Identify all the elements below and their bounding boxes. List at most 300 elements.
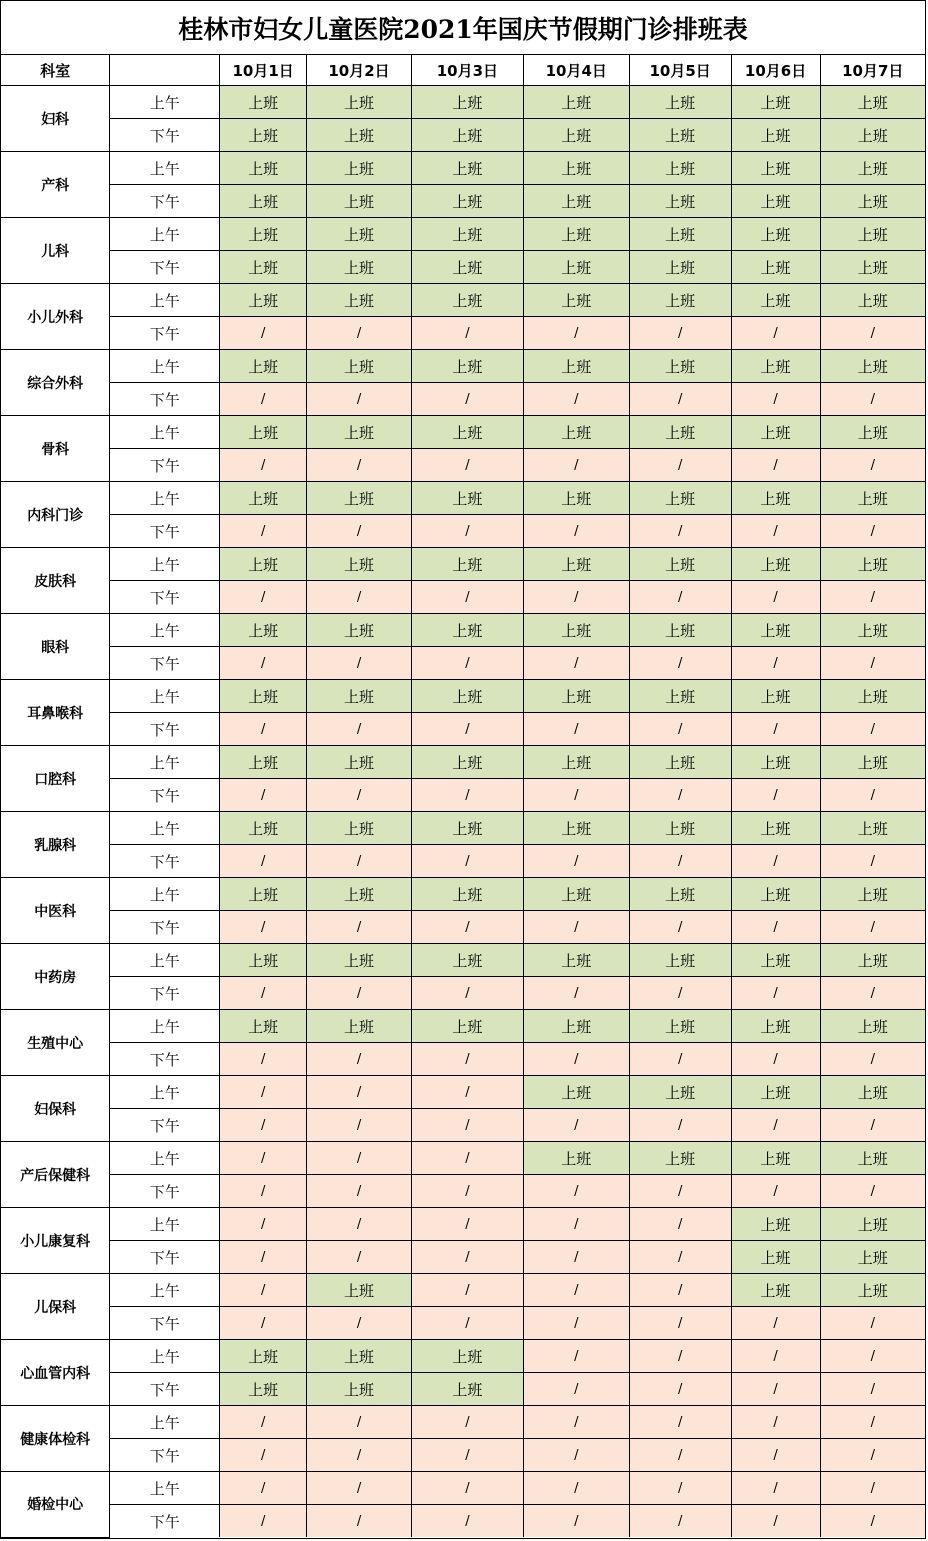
header-date: 10月7日: [820, 55, 925, 86]
period-afternoon: 下午: [110, 779, 220, 812]
shift-on-cell: 上班: [523, 185, 629, 218]
shift-off-cell: /: [411, 1439, 523, 1472]
shift-off-cell: /: [411, 317, 523, 350]
schedule-row: [1, 152, 925, 185]
shift-on-cell: 上班: [731, 218, 820, 251]
shift-on-cell: 上班: [220, 746, 307, 779]
shift-off-cell: /: [307, 383, 412, 416]
shift-off-cell: /: [220, 1142, 307, 1175]
shift-off-cell: /: [820, 1307, 925, 1340]
shift-on-cell: 上班: [411, 86, 523, 119]
shift-off-cell: /: [629, 1043, 731, 1076]
header-row: [1, 55, 925, 86]
department-name: 耳鼻喉科: [1, 680, 110, 746]
shift-on-cell: 上班: [220, 1340, 307, 1373]
shift-off-cell: /: [307, 317, 412, 350]
schedule-row: [1, 1142, 925, 1175]
period-morning: 上午: [110, 416, 220, 449]
department-name: 产后保健科: [1, 1142, 110, 1208]
shift-on-cell: 上班: [731, 812, 820, 845]
department-name: 妇科: [1, 86, 110, 152]
shift-on-cell: 上班: [820, 251, 925, 284]
period-afternoon: 下午: [110, 251, 220, 284]
shift-off-cell: /: [411, 1076, 523, 1109]
period-morning: 上午: [110, 812, 220, 845]
period-morning: 上午: [110, 1208, 220, 1241]
shift-on-cell: 上班: [307, 548, 412, 581]
shift-on-cell: 上班: [411, 812, 523, 845]
shift-off-cell: /: [629, 383, 731, 416]
schedule-row: [1, 977, 925, 1010]
shift-on-cell: 上班: [629, 548, 731, 581]
schedule-row: [1, 1472, 925, 1505]
shift-on-cell: 上班: [220, 1010, 307, 1043]
shift-off-cell: /: [820, 1439, 925, 1472]
period-morning: 上午: [110, 350, 220, 383]
schedule-row: [1, 1109, 925, 1142]
period-afternoon: 下午: [110, 1439, 220, 1472]
shift-off-cell: /: [411, 779, 523, 812]
shift-off-cell: /: [731, 317, 820, 350]
schedule-row: [1, 845, 925, 878]
shift-off-cell: /: [411, 1175, 523, 1208]
shift-off-cell: /: [820, 1472, 925, 1505]
shift-off-cell: /: [629, 713, 731, 746]
shift-on-cell: 上班: [523, 218, 629, 251]
period-afternoon: 下午: [110, 317, 220, 350]
shift-off-cell: /: [820, 713, 925, 746]
schedule-row: [1, 1307, 925, 1340]
shift-off-cell: /: [629, 1208, 731, 1241]
schedule-row: [1, 251, 925, 284]
header-period: [110, 55, 220, 86]
schedule-row: [1, 482, 925, 515]
schedule-row: [1, 548, 925, 581]
department-name: 皮肤科: [1, 548, 110, 614]
shift-on-cell: 上班: [411, 1373, 523, 1406]
schedule-row: [1, 944, 925, 977]
period-morning: 上午: [110, 1340, 220, 1373]
schedule-row: [1, 812, 925, 845]
shift-off-cell: /: [220, 713, 307, 746]
shift-off-cell: /: [629, 1109, 731, 1142]
shift-off-cell: /: [629, 845, 731, 878]
shift-on-cell: 上班: [523, 119, 629, 152]
department-name: 乳腺科: [1, 812, 110, 878]
shift-on-cell: 上班: [629, 86, 731, 119]
shift-on-cell: 上班: [820, 218, 925, 251]
shift-off-cell: /: [731, 1109, 820, 1142]
shift-off-cell: /: [820, 1373, 925, 1406]
shift-off-cell: /: [307, 1208, 412, 1241]
shift-on-cell: 上班: [411, 878, 523, 911]
shift-off-cell: /: [731, 1175, 820, 1208]
shift-on-cell: 上班: [411, 119, 523, 152]
shift-off-cell: /: [820, 1340, 925, 1373]
shift-off-cell: /: [220, 515, 307, 548]
shift-off-cell: /: [220, 383, 307, 416]
department-name: 中药房: [1, 944, 110, 1010]
shift-off-cell: /: [220, 1472, 307, 1505]
shift-off-cell: /: [411, 1043, 523, 1076]
shift-on-cell: 上班: [307, 1010, 412, 1043]
shift-on-cell: 上班: [307, 614, 412, 647]
department-name: 妇保科: [1, 1076, 110, 1142]
shift-off-cell: /: [411, 713, 523, 746]
period-morning: 上午: [110, 1274, 220, 1307]
shift-off-cell: /: [731, 845, 820, 878]
shift-off-cell: /: [523, 977, 629, 1010]
shift-off-cell: /: [411, 1307, 523, 1340]
schedule-row: [1, 1076, 925, 1109]
shift-on-cell: 上班: [411, 746, 523, 779]
shift-on-cell: 上班: [820, 680, 925, 713]
shift-on-cell: 上班: [731, 548, 820, 581]
shift-on-cell: 上班: [220, 680, 307, 713]
period-morning: 上午: [110, 152, 220, 185]
shift-off-cell: /: [220, 1439, 307, 1472]
shift-on-cell: 上班: [731, 86, 820, 119]
shift-off-cell: /: [629, 1472, 731, 1505]
shift-off-cell: /: [523, 779, 629, 812]
period-afternoon: 下午: [110, 449, 220, 482]
shift-on-cell: 上班: [220, 416, 307, 449]
shift-off-cell: /: [629, 1274, 731, 1307]
shift-on-cell: 上班: [307, 350, 412, 383]
period-afternoon: 下午: [110, 911, 220, 944]
shift-off-cell: /: [523, 1175, 629, 1208]
shift-on-cell: 上班: [629, 746, 731, 779]
schedule-row: [1, 515, 925, 548]
schedule-row: [1, 383, 925, 416]
shift-off-cell: /: [523, 383, 629, 416]
schedule-table: [1, 55, 925, 1538]
shift-off-cell: /: [629, 515, 731, 548]
department-name: 内科门诊: [1, 482, 110, 548]
shift-on-cell: 上班: [731, 1076, 820, 1109]
shift-on-cell: 上班: [220, 350, 307, 383]
shift-off-cell: /: [220, 1241, 307, 1274]
shift-off-cell: /: [629, 449, 731, 482]
shift-on-cell: 上班: [523, 878, 629, 911]
shift-off-cell: /: [731, 383, 820, 416]
shift-on-cell: 上班: [731, 746, 820, 779]
period-afternoon: 下午: [110, 1307, 220, 1340]
shift-on-cell: 上班: [523, 680, 629, 713]
shift-on-cell: 上班: [220, 119, 307, 152]
department-name: 儿科: [1, 218, 110, 284]
shift-off-cell: /: [523, 647, 629, 680]
shift-off-cell: /: [629, 1340, 731, 1373]
shift-off-cell: /: [307, 647, 412, 680]
period-morning: 上午: [110, 548, 220, 581]
period-afternoon: 下午: [110, 515, 220, 548]
shift-off-cell: /: [523, 713, 629, 746]
shift-off-cell: /: [411, 1109, 523, 1142]
shift-off-cell: /: [523, 911, 629, 944]
department-name: 口腔科: [1, 746, 110, 812]
shift-on-cell: 上班: [523, 944, 629, 977]
shift-off-cell: /: [523, 1241, 629, 1274]
shift-off-cell: /: [220, 1109, 307, 1142]
schedule-row: [1, 713, 925, 746]
shift-off-cell: /: [820, 449, 925, 482]
shift-off-cell: /: [820, 1406, 925, 1439]
period-afternoon: 下午: [110, 1373, 220, 1406]
shift-off-cell: /: [523, 1505, 629, 1538]
schedule-row: [1, 284, 925, 317]
shift-off-cell: /: [820, 911, 925, 944]
department-name: 健康体检科: [1, 1406, 110, 1472]
shift-off-cell: /: [411, 1472, 523, 1505]
period-morning: 上午: [110, 1076, 220, 1109]
period-morning: 上午: [110, 944, 220, 977]
shift-off-cell: /: [411, 1142, 523, 1175]
shift-on-cell: 上班: [307, 218, 412, 251]
period-morning: 上午: [110, 482, 220, 515]
shift-on-cell: 上班: [411, 218, 523, 251]
schedule-row: [1, 1340, 925, 1373]
period-morning: 上午: [110, 614, 220, 647]
shift-on-cell: 上班: [820, 119, 925, 152]
shift-on-cell: 上班: [731, 1010, 820, 1043]
shift-off-cell: /: [629, 911, 731, 944]
shift-off-cell: /: [629, 1241, 731, 1274]
shift-on-cell: 上班: [629, 944, 731, 977]
shift-off-cell: /: [220, 647, 307, 680]
department-name: 小儿康复科: [1, 1208, 110, 1274]
shift-on-cell: 上班: [820, 812, 925, 845]
department-name: 产科: [1, 152, 110, 218]
shift-on-cell: 上班: [220, 1373, 307, 1406]
shift-on-cell: 上班: [220, 218, 307, 251]
shift-on-cell: 上班: [629, 152, 731, 185]
shift-off-cell: /: [220, 845, 307, 878]
shift-off-cell: /: [731, 1472, 820, 1505]
shift-on-cell: 上班: [411, 284, 523, 317]
period-morning: 上午: [110, 746, 220, 779]
shift-off-cell: /: [411, 515, 523, 548]
shift-off-cell: /: [629, 581, 731, 614]
shift-on-cell: 上班: [820, 482, 925, 515]
shift-off-cell: /: [411, 1208, 523, 1241]
shift-on-cell: 上班: [629, 185, 731, 218]
shift-on-cell: 上班: [820, 152, 925, 185]
shift-off-cell: /: [731, 581, 820, 614]
shift-off-cell: /: [307, 1109, 412, 1142]
shift-off-cell: /: [820, 515, 925, 548]
shift-off-cell: /: [629, 977, 731, 1010]
shift-off-cell: /: [731, 779, 820, 812]
shift-off-cell: /: [629, 1373, 731, 1406]
shift-on-cell: 上班: [820, 1274, 925, 1307]
schedule-row: [1, 614, 925, 647]
schedule-row: [1, 218, 925, 251]
schedule-row: [1, 680, 925, 713]
shift-off-cell: /: [411, 1241, 523, 1274]
shift-on-cell: 上班: [523, 284, 629, 317]
period-afternoon: 下午: [110, 845, 220, 878]
schedule-row: [1, 1274, 925, 1307]
shift-on-cell: 上班: [307, 812, 412, 845]
shift-on-cell: 上班: [820, 86, 925, 119]
schedule-row: [1, 119, 925, 152]
shift-off-cell: /: [820, 1505, 925, 1538]
shift-off-cell: /: [307, 1043, 412, 1076]
shift-on-cell: 上班: [523, 251, 629, 284]
shift-on-cell: 上班: [629, 218, 731, 251]
period-afternoon: 下午: [110, 977, 220, 1010]
shift-off-cell: /: [820, 383, 925, 416]
header-department: 科室: [1, 55, 110, 86]
shift-on-cell: 上班: [307, 746, 412, 779]
period-afternoon: 下午: [110, 1109, 220, 1142]
shift-on-cell: 上班: [731, 350, 820, 383]
shift-off-cell: /: [307, 1439, 412, 1472]
shift-off-cell: /: [411, 1505, 523, 1538]
period-afternoon: 下午: [110, 713, 220, 746]
shift-off-cell: /: [307, 1241, 412, 1274]
header-date: 10月6日: [731, 55, 820, 86]
shift-on-cell: 上班: [731, 284, 820, 317]
schedule-row: [1, 317, 925, 350]
shift-off-cell: /: [629, 1175, 731, 1208]
shift-on-cell: 上班: [629, 1076, 731, 1109]
shift-on-cell: 上班: [820, 1142, 925, 1175]
period-afternoon: 下午: [110, 1175, 220, 1208]
shift-off-cell: /: [731, 1439, 820, 1472]
shift-off-cell: /: [307, 515, 412, 548]
shift-on-cell: 上班: [820, 746, 925, 779]
header-date: 10月2日: [307, 55, 412, 86]
shift-on-cell: 上班: [220, 284, 307, 317]
shift-on-cell: 上班: [220, 251, 307, 284]
shift-on-cell: 上班: [820, 614, 925, 647]
shift-off-cell: /: [523, 1109, 629, 1142]
shift-on-cell: 上班: [820, 284, 925, 317]
shift-on-cell: 上班: [629, 284, 731, 317]
shift-off-cell: /: [523, 1406, 629, 1439]
header-date: 10月4日: [523, 55, 629, 86]
shift-on-cell: 上班: [411, 1340, 523, 1373]
period-morning: 上午: [110, 284, 220, 317]
schedule-row: [1, 1406, 925, 1439]
page-title: 桂林市妇女儿童医院2021年国庆节假期门诊排班表: [1, 1, 925, 55]
schedule-row: [1, 86, 925, 119]
shift-off-cell: /: [411, 1274, 523, 1307]
shift-off-cell: /: [411, 911, 523, 944]
shift-off-cell: /: [523, 1208, 629, 1241]
shift-off-cell: /: [411, 977, 523, 1010]
shift-off-cell: /: [820, 779, 925, 812]
shift-off-cell: /: [220, 581, 307, 614]
shift-off-cell: /: [523, 515, 629, 548]
shift-on-cell: 上班: [411, 482, 523, 515]
shift-off-cell: /: [307, 1505, 412, 1538]
department-name: 眼科: [1, 614, 110, 680]
shift-on-cell: 上班: [731, 614, 820, 647]
shift-off-cell: /: [523, 1274, 629, 1307]
shift-on-cell: 上班: [307, 185, 412, 218]
shift-on-cell: 上班: [731, 1274, 820, 1307]
shift-on-cell: 上班: [307, 680, 412, 713]
shift-off-cell: /: [307, 449, 412, 482]
department-name: 中医科: [1, 878, 110, 944]
shift-off-cell: /: [307, 1307, 412, 1340]
shift-on-cell: 上班: [411, 152, 523, 185]
shift-off-cell: /: [731, 515, 820, 548]
shift-on-cell: 上班: [523, 614, 629, 647]
schedule-row: [1, 1439, 925, 1472]
period-afternoon: 下午: [110, 647, 220, 680]
shift-off-cell: /: [307, 779, 412, 812]
shift-off-cell: /: [523, 1307, 629, 1340]
shift-on-cell: 上班: [220, 548, 307, 581]
shift-on-cell: 上班: [523, 350, 629, 383]
shift-off-cell: /: [411, 1406, 523, 1439]
shift-on-cell: 上班: [820, 416, 925, 449]
schedule-row: [1, 779, 925, 812]
shift-on-cell: 上班: [523, 746, 629, 779]
shift-off-cell: /: [731, 977, 820, 1010]
shift-on-cell: 上班: [523, 1010, 629, 1043]
shift-on-cell: 上班: [220, 86, 307, 119]
shift-on-cell: 上班: [307, 86, 412, 119]
schedule-row: [1, 416, 925, 449]
shift-on-cell: 上班: [220, 812, 307, 845]
shift-off-cell: /: [629, 1406, 731, 1439]
shift-off-cell: /: [731, 1307, 820, 1340]
department-name: 小儿外科: [1, 284, 110, 350]
shift-on-cell: 上班: [307, 1274, 412, 1307]
shift-on-cell: 上班: [731, 119, 820, 152]
header-date: 10月1日: [220, 55, 307, 86]
shift-on-cell: 上班: [820, 1208, 925, 1241]
shift-off-cell: /: [820, 317, 925, 350]
shift-off-cell: /: [307, 977, 412, 1010]
header-date: 10月3日: [411, 55, 523, 86]
shift-off-cell: /: [629, 1505, 731, 1538]
shift-on-cell: 上班: [731, 1142, 820, 1175]
shift-off-cell: /: [523, 1340, 629, 1373]
shift-off-cell: /: [220, 1043, 307, 1076]
shift-on-cell: 上班: [523, 152, 629, 185]
shift-on-cell: 上班: [307, 1340, 412, 1373]
shift-off-cell: /: [220, 1505, 307, 1538]
shift-on-cell: 上班: [307, 944, 412, 977]
shift-on-cell: 上班: [411, 350, 523, 383]
shift-on-cell: 上班: [220, 944, 307, 977]
shift-off-cell: /: [307, 581, 412, 614]
shift-on-cell: 上班: [523, 1142, 629, 1175]
shift-on-cell: 上班: [629, 251, 731, 284]
shift-on-cell: 上班: [523, 548, 629, 581]
shift-on-cell: 上班: [820, 185, 925, 218]
shift-off-cell: /: [629, 1439, 731, 1472]
shift-on-cell: 上班: [307, 1373, 412, 1406]
shift-off-cell: /: [523, 1373, 629, 1406]
department-name: 心血管内科: [1, 1340, 110, 1406]
shift-off-cell: /: [629, 779, 731, 812]
shift-off-cell: /: [820, 1043, 925, 1076]
shift-off-cell: /: [220, 449, 307, 482]
shift-on-cell: 上班: [220, 482, 307, 515]
shift-on-cell: 上班: [411, 185, 523, 218]
shift-on-cell: 上班: [220, 614, 307, 647]
shift-on-cell: 上班: [820, 1076, 925, 1109]
shift-on-cell: 上班: [411, 548, 523, 581]
shift-off-cell: /: [220, 1406, 307, 1439]
